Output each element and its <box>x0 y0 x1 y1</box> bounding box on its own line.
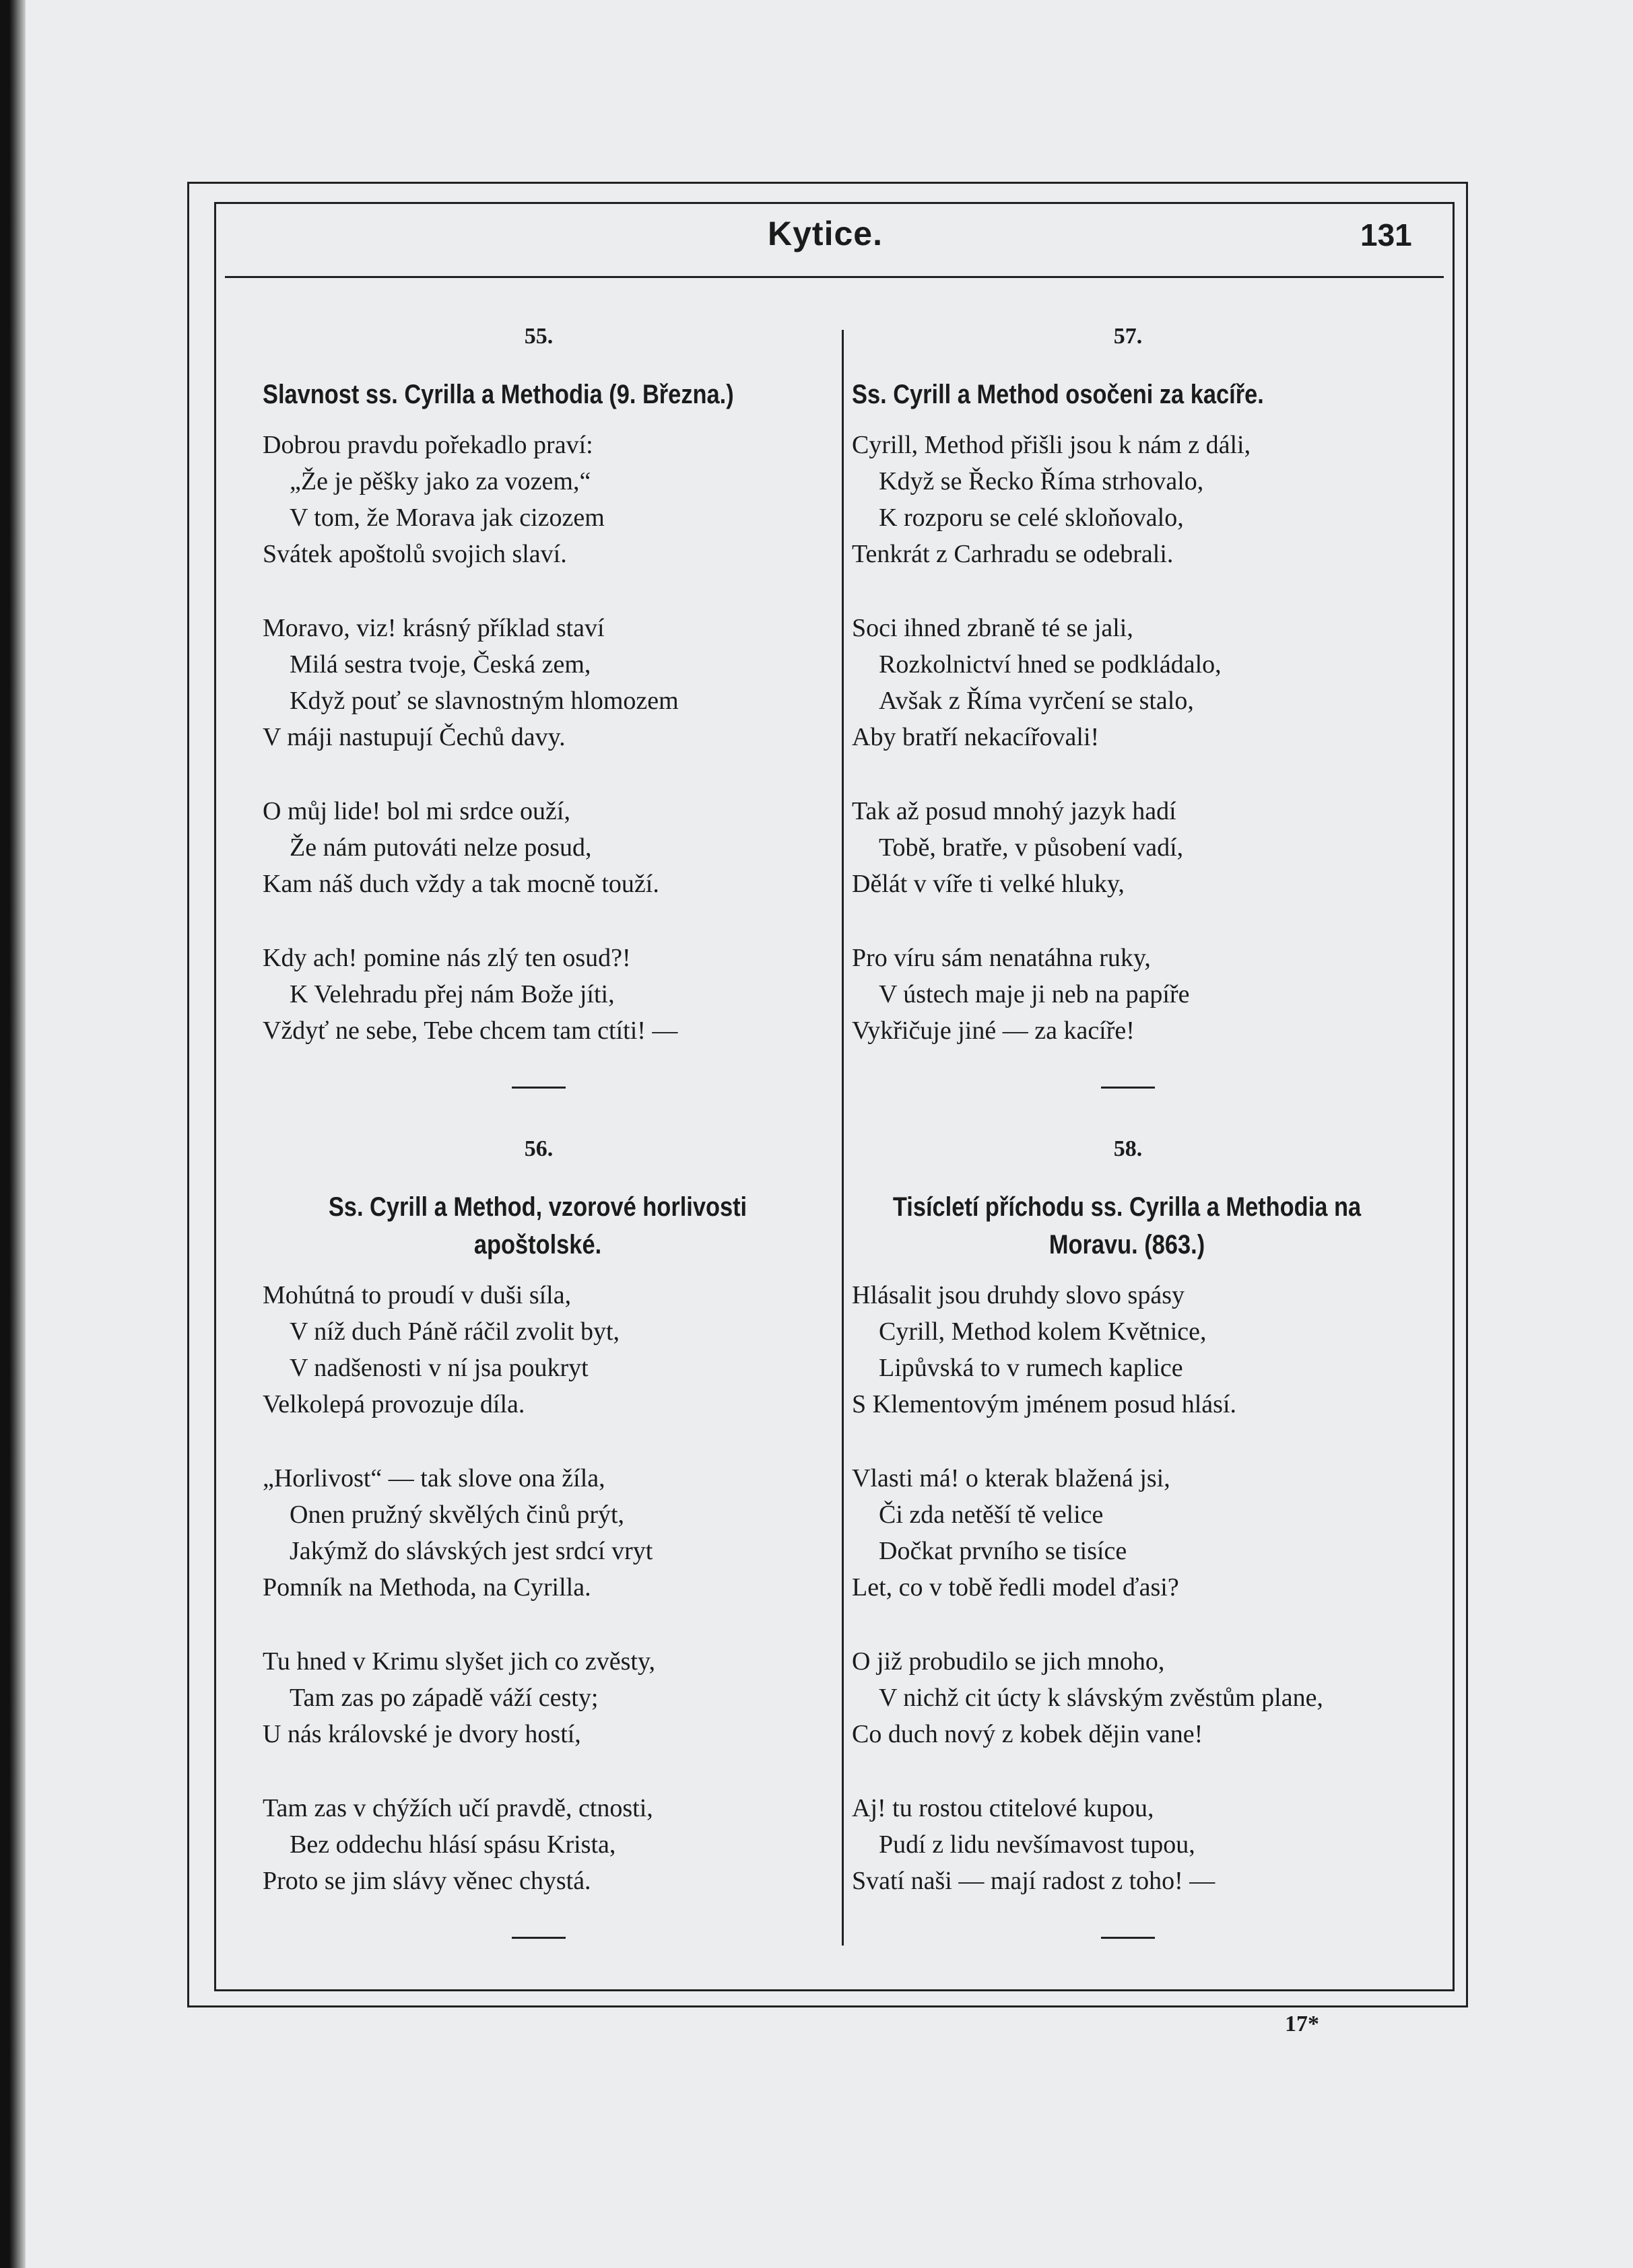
verse-line: Že nám putováti nelze posud, <box>290 833 592 862</box>
section-separator <box>512 1937 566 1939</box>
verse-line: Velkolepá provozuje díla. <box>263 1390 525 1418</box>
verse-line: Mohútná to proudí v duši síla, <box>263 1281 572 1309</box>
stanza <box>263 793 815 902</box>
verse-line: V níž duch Páně ráčil zvolit byt, <box>290 1317 620 1346</box>
stanza <box>263 427 815 572</box>
verse-line: Když pouť se slavnostným hlomozem <box>290 687 679 715</box>
left-column <box>263 323 815 1986</box>
verse-line: Dělát v víře ti velké hluky, <box>852 870 1125 898</box>
page-number: 131 <box>1360 217 1412 252</box>
verse-line: O již probudilo se jich mnoho, <box>852 1647 1165 1676</box>
verse-line: Dočkat prvního se tisíce <box>879 1537 1127 1565</box>
poem-55 <box>263 323 815 1089</box>
stanza <box>852 427 1404 572</box>
poem-number: 55. <box>524 324 554 349</box>
verse-line: Onen pružný skvělých činů prýt, <box>290 1501 625 1529</box>
stanza <box>263 1790 815 1899</box>
verse-line: Kdy ach! pomine nás zlý ten osud?! <box>263 944 631 972</box>
verse-line: Svátek apoštolů svojich slaví. <box>263 540 567 568</box>
verse-line: Tu hned v Krimu slyšet jich co zvěsty, <box>263 1647 655 1676</box>
poem-58 <box>852 1136 1404 1939</box>
stanza <box>852 793 1404 902</box>
verse-line: V nichž cit úcty k slávským zvěstům plane, <box>879 1684 1323 1712</box>
verse-line: V nadšenosti v ní jsa poukryt <box>290 1354 589 1382</box>
verse-line: Co duch nový z kobek dějin vane! <box>852 1720 1203 1748</box>
poem-57 <box>852 323 1404 1089</box>
poem-title: Slavnost ss. Cyrilla a Methodia (9. Března.) <box>263 380 734 409</box>
verse-line: Tenkrát z Carhradu se odebrali. <box>852 540 1174 568</box>
verse-line: Tak až posud mnohý jazyk hadí <box>852 797 1176 825</box>
stanza <box>263 1460 815 1606</box>
verse-line: Pomník na Methoda, na Cyrilla. <box>263 1573 591 1602</box>
verse-line: Tam zas v chýžích učí pravdě, ctnosti, <box>263 1794 653 1822</box>
verse-line: Kam náš duch vždy a tak mocně touží. <box>263 870 659 898</box>
stanza <box>852 1790 1404 1899</box>
verse-line: S Klementovým jménem posud hlásí. <box>852 1390 1237 1418</box>
verse-line: „Že je pěšky jako za vozem,“ <box>290 467 591 495</box>
poem-number: 58. <box>1113 1136 1143 1161</box>
verse-line: Pudí z lidu nevšímavost tupou, <box>879 1830 1195 1859</box>
verse-line: V ústech maje ji neb na papíře <box>879 980 1190 1008</box>
verse-line: Či zda netěší tě velice <box>879 1501 1104 1529</box>
verse-line: Když se Řecko Říma strhovalo, <box>879 467 1204 495</box>
verse-line: Rozkolnictví hned se podkládalo, <box>879 650 1222 679</box>
running-title: Kytice. <box>768 215 883 252</box>
right-column <box>852 323 1404 1986</box>
verse-line: Avšak z Říma vyrčení se stalo, <box>879 687 1194 715</box>
poem-title: Tisícletí příchodu ss. Cyrilla a Methodia na Moravu. (863.) <box>892 1192 1362 1260</box>
poem-number: 56. <box>524 1136 554 1161</box>
stanza <box>852 1460 1404 1606</box>
stanza <box>852 1643 1404 1752</box>
stanza <box>852 940 1404 1049</box>
verse-line: Soci ihned zbraně té se jali, <box>852 614 1133 642</box>
verse-line: Aby bratří nekacířovali! <box>852 723 1100 751</box>
verse-line: Milá sestra tvoje, Česká zem, <box>290 650 591 679</box>
verse-line: Dobrou pravdu pořekadlo praví: <box>263 431 593 459</box>
column-divider <box>842 330 844 1946</box>
stanza <box>852 1277 1404 1422</box>
verse-line: Moravo, viz! krásný příklad staví <box>263 614 605 642</box>
verse-line: V máji nastupují Čechů davy. <box>263 723 566 751</box>
verse-line: K rozporu se celé skloňovalo, <box>879 504 1184 532</box>
section-separator <box>1101 1937 1155 1939</box>
section-separator <box>1101 1087 1155 1089</box>
poem-title: Ss. Cyrill a Method, vzorové horlivosti apoštolské. <box>328 1192 747 1260</box>
verse-line: „Horlivost“ — tak slove ona žíla, <box>263 1464 605 1492</box>
verse-line: O můj lide! bol mi srdce ouží, <box>263 797 570 825</box>
stanza <box>852 610 1404 755</box>
poem-number: 57. <box>1113 324 1143 349</box>
verse-line: Hlásalit jsou druhdy slovo spásy <box>852 1281 1185 1309</box>
verse-line: Proto se jim slávy věnec chystá. <box>263 1867 591 1895</box>
stanza <box>263 610 815 755</box>
verse-line: Vykřičuje jiné — za kacíře! <box>852 1017 1135 1045</box>
verse-line: Cyrill, Method přišli jsou k nám z dáli, <box>852 431 1251 459</box>
header-rule <box>225 276 1444 278</box>
verse-line: K Velehradu přej nám Bože jíti, <box>290 980 615 1008</box>
verse-line: U nás královské je dvory hostí, <box>263 1720 581 1748</box>
verse-line: Cyrill, Method kolem Květnice, <box>879 1317 1207 1346</box>
section-separator <box>512 1087 566 1089</box>
verse-line: Pro víru sám nenatáhna ruky, <box>852 944 1151 972</box>
stanza <box>263 1277 815 1422</box>
verse-line: Bez oddechu hlásí spásu Krista, <box>290 1830 616 1859</box>
signature-mark: 17* <box>1285 2012 1319 2036</box>
stanza <box>263 1643 815 1752</box>
verse-line: Jakýmž do slávských jest srdcí vryt <box>290 1537 653 1565</box>
verse-line: V tom, že Morava jak cizozem <box>290 504 605 532</box>
verse-line: Vždyť ne sebe, Tebe chcem tam ctíti! — <box>263 1017 678 1045</box>
poem-56 <box>263 1136 815 1939</box>
verse-line: Tam zas po západě váží cesty; <box>290 1684 599 1712</box>
verse-line: Aj! tu rostou ctitelové kupou, <box>852 1794 1154 1822</box>
poem-title: Ss. Cyrill a Method osočeni za kacíře. <box>852 380 1264 409</box>
stanza <box>263 940 815 1049</box>
verse-line: Let, co v tobě ředli model ďasi? <box>852 1573 1179 1602</box>
verse-line: Svatí naši — mají radost z toho! — <box>852 1867 1215 1895</box>
verse-line: Vlasti má! o kterak blažená jsi, <box>852 1464 1170 1492</box>
book-spine-shadow <box>0 0 26 2268</box>
verse-line: Tobě, bratře, v působení vadí, <box>879 833 1184 862</box>
verse-line: Lipůvská to v rumech kaplice <box>879 1354 1183 1382</box>
